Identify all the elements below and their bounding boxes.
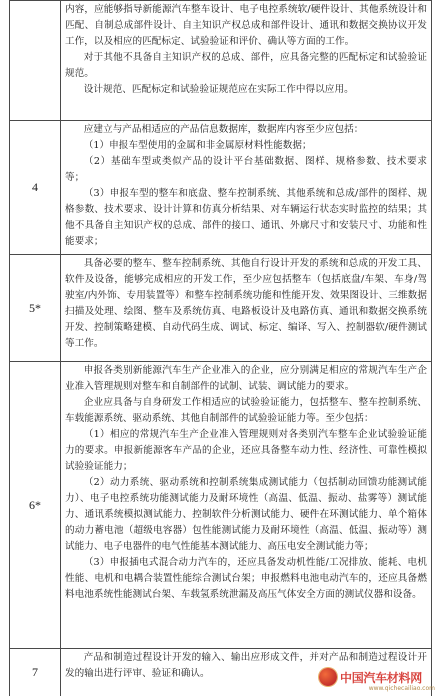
paragraph: 设计规范、匹配标定和试验验证规范应在实际工作中得以应用。 [65, 82, 427, 98]
paragraph: 内容，应能够指导新能源汽车整车设计、电子电控系统软/硬件设计、其他系统设计和匹配、自制总成部件设计、自主知识产权总成和部件设计、通讯和数据交换协议开发工作，以及相应的匹配标定、试验验证和评价、确认等方面的工作。 [65, 2, 427, 50]
paragraph: （1）相应的常规汽车生产企业准入管理规则对各类别汽车整车企业试验验证能力的要求。申报新能源客车产品的企业，还应具备整车动力性、经济性、可靠性模拟试验验证能力； [65, 427, 427, 475]
table-row [10, 121, 432, 255]
row-number-cell [10, 255, 61, 362]
paragraph: 企业应具备与自身研发工作相适应的试验验证能力，包括整车、整车控制系统、车载能源系统、驱动系统、其他自制部件的试验验证能力等。至少包括： [65, 395, 427, 427]
paragraph: （2）基础车型或类似产品的设计平台基础数据、图样、规格参数、技术要求等； [65, 154, 427, 186]
row-number-cell [10, 362, 61, 649]
row-number: 5* [29, 301, 41, 316]
table-row [10, 362, 432, 649]
table-row [10, 255, 432, 362]
row-content-cell [61, 1, 432, 121]
paragraph: 应建立与产品相适应的产品信息数据库，数据库内容至少应包括： [65, 122, 427, 138]
row-number: 7 [32, 665, 38, 680]
paragraph: 申报各类别新能源汽车生产企业准入的企业，应分别满足相应的常规汽车生产企业准入管理规则对整车和自制部件的试制、试装、调试能力的要求。 [65, 363, 427, 395]
paragraph: 对于其他不具备自主知识产权的总成、部件，应具备完整的匹配标定和试验验证规范。 [65, 50, 427, 82]
watermark [319, 664, 437, 690]
row-number-cell [10, 1, 61, 121]
row-content-cell [61, 362, 432, 649]
paragraph: （2）动力系统、驱动系统和控制系统集成测试能力（包括制动回馈功能测试能力）、电子电控系统功能测试能力及耐环境性（高温、低温、振动、盐雾等）测试能力、通讯系统模拟测试能力、控制软件分析测试能力、硬件在环测试能力、单个箱体的动力蓄电池（超级电容器）包性能测试能力及耐环境性（高温、低温、振动等）测试能力、电子电器件的电气性能基本测试能力、高压电安全测试能力等； [65, 475, 427, 555]
paragraph: 产品和制造过程设计开发的输入、输出应形成文件，并对产品和制造过程设计开发的输出进行评审、验证和确认。 [65, 650, 427, 682]
row-content-cell [61, 121, 432, 255]
watermark-subtext: www.qichecailiao.com [369, 685, 435, 692]
requirements-table [9, 0, 432, 696]
row-content-cell [61, 255, 432, 362]
watermark-logo-icon [319, 668, 337, 686]
row-number: 6* [29, 498, 41, 513]
paragraph: 具备必要的整车、整车控制系统、其他自行设计开发的系统和总成的开发工具、软件及设备，能够完成相应的开发工作，至少应包括整车（包括底盘/车架、车身/驾驶室/内外饰、专用装置等）和整车控制系统功能和性能开发、效果图设计、三维数据扫描及处理、绘图、整车及系统仿真、电路板设计及电路仿真、通讯和数据交换系统开发、控制策略建模、自动代码生成、调试、标定、编译、写入、控制器软/硬件测试等工作。 [65, 256, 427, 352]
paragraph: （1）申报车型使用的金属和非金属原材料性能数据； [65, 138, 427, 154]
paragraph: （3）申报车型的整车和底盘、整车控制系统、其他系统和总成/部件的图样、规格参数、技术要求、设计计算和仿真分析结果、对车辆运行状态实时监控的结果；其他不具备自主知识产权的总成、部件的接口、通讯、外廓尺寸和安装尺寸、功能和性能要求； [65, 186, 427, 250]
paragraph: （3）申报插电式混合动力汽车的，还应具备发动机性能/工况排放、能耗、电机性能、电机和电耦合装置性能综合测试台架；申报燃料电池电动汽车的，还应具备燃料电池系统性能测试台架、车载氢系统泄漏及高压气体安全方面的测试仪器和设备。 [65, 555, 427, 603]
row-number-cell [10, 121, 61, 255]
watermark-text: 中国汽车材料网 [340, 669, 422, 686]
row-number-cell [10, 649, 61, 696]
table-row [10, 1, 432, 121]
row-number: 4 [32, 180, 38, 195]
